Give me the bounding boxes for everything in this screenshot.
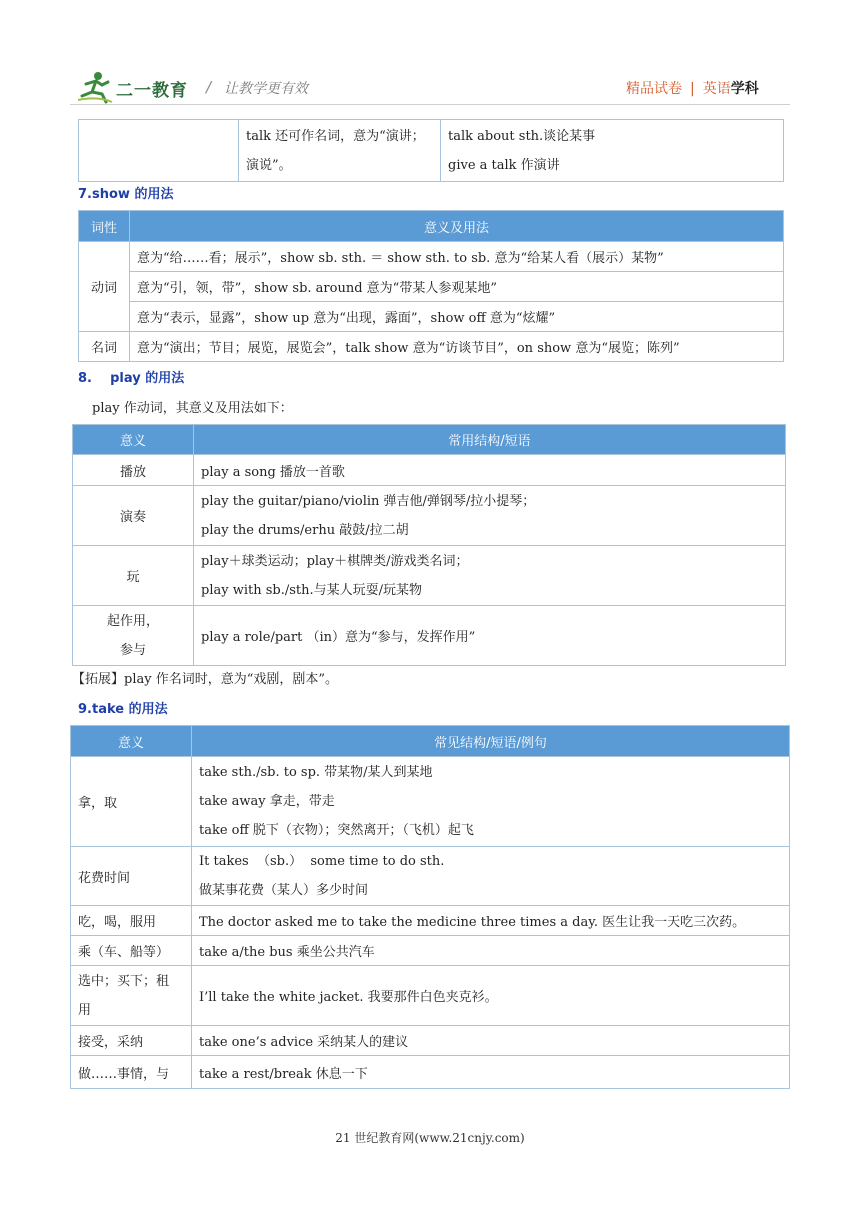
take-usage: take away 拿走，带走 (199, 794, 335, 809)
show-verb-row: 意为“给……看；展示”，show sb. sth. ＝ show sth. to sb. 意为“给某人看（展示）某物” (130, 242, 784, 272)
header-subject-suffix: 学科 (730, 81, 759, 97)
take-usage: 做某事花费（某人）多少时间 (199, 883, 369, 898)
play-meaning: 玩 (73, 546, 194, 606)
play-meaning-cell (73, 606, 194, 666)
play-meaning: 参与 (119, 642, 146, 658)
play-meaning: 起作用， (106, 613, 159, 629)
take-usage: I’ll take the white jacket. 我要那件白色夹克衫。 (192, 966, 790, 1026)
take-usage-cell (192, 757, 790, 847)
header-separator: | (690, 81, 695, 97)
take-meaning: 拿，取 (71, 757, 192, 847)
take-usage: take a rest/break 休息一下 (192, 1056, 790, 1089)
header-category: 精品试卷 (626, 81, 682, 97)
show-table (78, 210, 784, 362)
talk-line: 演说”。 (246, 157, 292, 173)
take-usage: The doctor asked me to take the medicine three times a day. 医生让我一天吃三次药。 (192, 906, 790, 936)
talk-table-cell (239, 120, 441, 182)
play-usage: play the guitar/piano/violin 弹吉他/弹钢琴/拉小提琴； (201, 493, 536, 509)
header-subject-name: 英语 (702, 81, 731, 97)
play-usage-cell (194, 546, 786, 606)
talk-table-cell (441, 120, 784, 182)
take-usage: It takes （sb.） some time to do sth. (199, 854, 445, 869)
section-title-show: 7.show 的用法 (78, 187, 174, 202)
header-slash: / (206, 78, 212, 96)
take-meaning: 乘（车、船等） (71, 936, 192, 966)
talk-line: talk about sth.谈论某事 (448, 128, 596, 144)
talk-line: talk 还可作名词，意为“演讲； (246, 128, 425, 144)
take-usage: take off 脱下（衣物）；突然离开；（飞机）起飞 (199, 823, 474, 838)
talk-table (78, 119, 784, 182)
take-meaning: 做……事情，与 (71, 1056, 192, 1089)
take-usage: take sth./sb. to sp. 带某物/某人到某地 (199, 765, 433, 780)
take-usage: take a/the bus 乘坐公共汽车 (192, 936, 790, 966)
show-header-usage: 意义及用法 (130, 211, 784, 242)
play-header-usage: 常用结构/短语 (194, 425, 786, 455)
header-divider (70, 104, 790, 105)
take-header-meaning: 意义 (71, 726, 192, 757)
take-meaning-cell (71, 966, 192, 1026)
show-verb-row: 意为“表示，显露”，show up 意为“出现，露面”，show off 意为“炫耀” (130, 302, 784, 332)
take-meaning: 吃，喝，服用 (71, 906, 192, 936)
talk-line: give a talk 作演讲 (448, 157, 560, 173)
play-usage: play a role/part （in）意为“参与，发挥作用” (194, 606, 786, 666)
take-usage-cell (192, 847, 790, 906)
take-meaning: 用 (78, 1002, 92, 1018)
page-footer: 21 世纪教育网(www.21cnjy.com) (335, 1131, 525, 1145)
take-header-usage: 常见结构/短语/例句 (192, 726, 790, 757)
take-meaning: 接受，采纳 (71, 1026, 192, 1056)
show-verb-label: 动词 (79, 242, 130, 332)
section-title-take: 9.take 的用法 (78, 702, 168, 717)
show-noun-label: 名词 (79, 332, 130, 362)
play-usage: play a song 播放一首歌 (194, 455, 786, 486)
play-usage: play＋球类运动；play＋棋牌类/游戏类名词； (201, 553, 469, 569)
play-header-meaning: 意义 (73, 425, 194, 455)
header-slogan: 让教学更有效 (224, 81, 308, 97)
take-usage: take one’s advice 采纳某人的建议 (192, 1026, 790, 1056)
play-usage-cell (194, 486, 786, 546)
play-meaning: 播放 (73, 455, 194, 486)
take-meaning: 选中；买下；租 (78, 973, 170, 989)
play-intro: play 作动词，其意义及用法如下： (92, 401, 293, 416)
play-usage: play with sb./sth.与某人玩耍/玩某物 (201, 582, 423, 598)
header-subject (626, 78, 759, 98)
logo-text: 二一教育 (116, 81, 188, 101)
show-noun-row: 意为“演出；节目；展览，展览会”，talk show 意为“访谈节目”，on show 意为“展览；陈列” (130, 332, 784, 362)
take-meaning: 花费时间 (71, 847, 192, 906)
take-table (70, 725, 790, 1089)
play-usage: play the drums/erhu 敲鼓/拉二胡 (201, 522, 409, 538)
show-verb-row: 意为“引，领，带”，show sb. around 意为“带某人参观某地” (130, 272, 784, 302)
play-table (72, 424, 786, 666)
section-title-play: 8. play 的用法 (78, 371, 185, 386)
play-extend-note: 【拓展】play 作名词时，意为“戏剧，剧本”。 (72, 672, 338, 687)
show-header-pos: 词性 (79, 211, 130, 242)
talk-table-empty-cell (79, 120, 239, 182)
play-meaning: 演奏 (73, 486, 194, 546)
